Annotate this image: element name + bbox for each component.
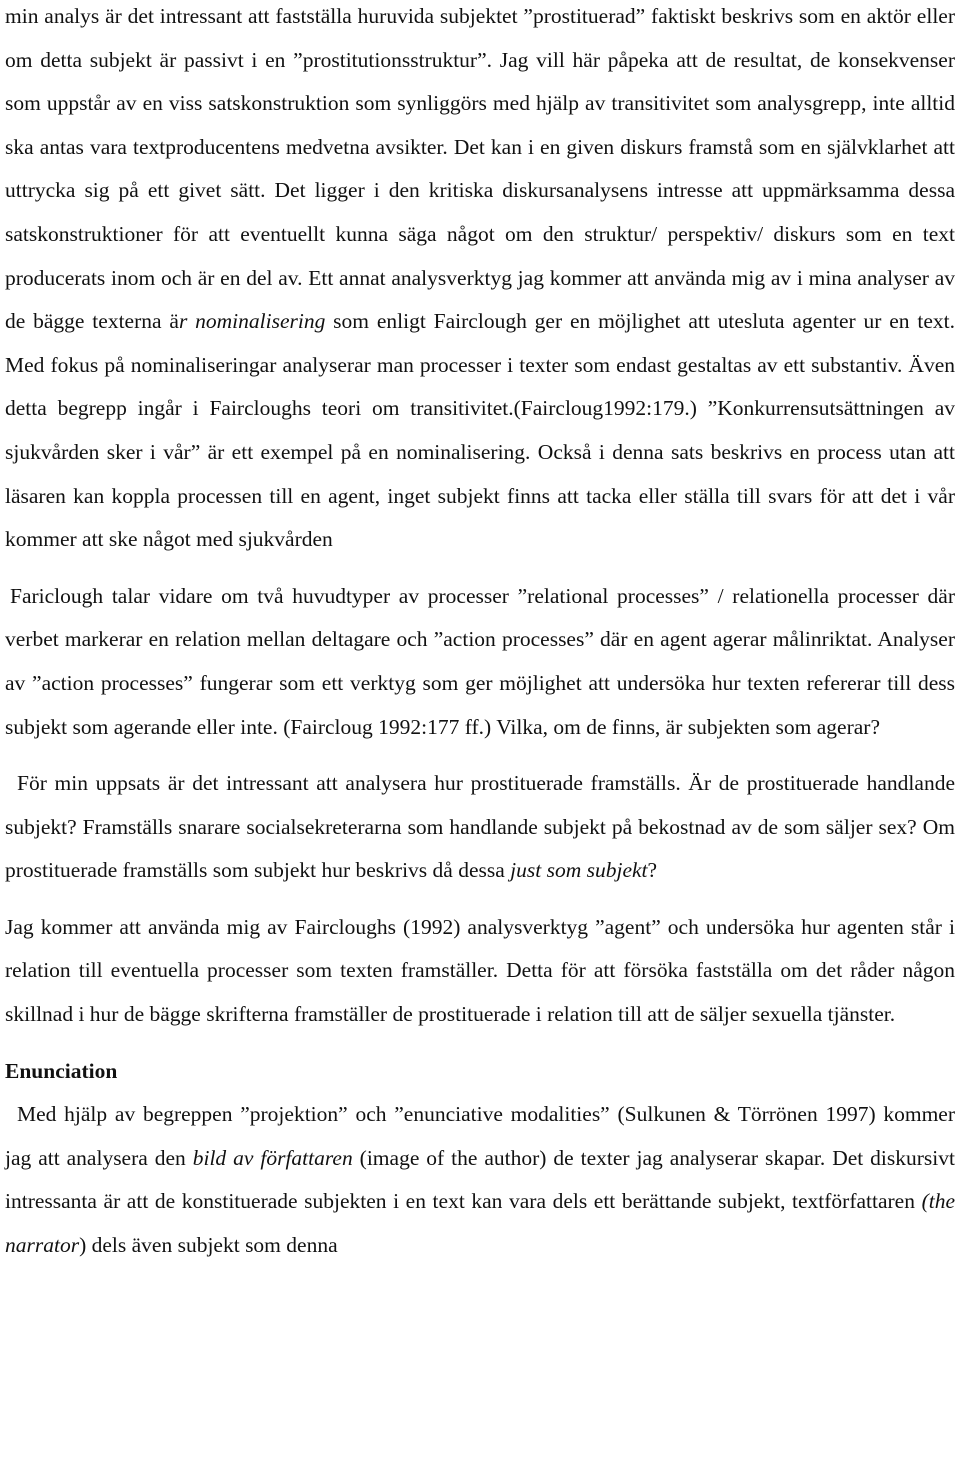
paragraph-processes (5, 575, 955, 749)
paragraph-text: ) dels även subjekt som denna (79, 1233, 338, 1258)
paragraph-text: Fariclough talar vidare om två huvudtyper av processer ”relational processes” / relationella processer där verbet markerar en relation mellan deltagare och ”action processes” där en agent agerar målinriktat. Analyser av ”action processes” fungerar som ett verktyg som ger möjlighet att undersöka hur texten refererar till dess subjekt som agerande eller inte. (Faircloug 1992:177 ff.) Vilka, om de finns, är subjekten som agerar? (5, 583, 955, 739)
emphasis-text: (the narrator (5, 1189, 955, 1258)
section-heading: Enunciation (5, 1058, 118, 1083)
paragraph-text: ? (647, 858, 658, 883)
paragraph-enunciation (5, 1093, 955, 1267)
paragraph-text: För min uppsats är det intressant att analysera hur prostituerade framställs. Är de prostituerade handlande subjekt? Framställs snarare socialsekreterarna som handlande subjekt på bekostnad av de som säljer sex? Om prostituerade framställs som subjekt hur beskrivs då dessa (5, 771, 955, 883)
paragraph-text: (image of the author) de texter jag analyserar skapar. Det diskursivt intressanta är att de konstituerade subjekten i en text kan vara dels ett berättande subjekt, textförfattaren (5, 1145, 955, 1214)
document-page (5, 0, 955, 1268)
paragraph-text: som enligt Fairclough ger en möjlighet att utesluta agenter ur en text. Med fokus på nominaliseringar analyserar man processer i texter som endast gestaltas av ett substantiv. Även detta begrepp ingår i Faircloughs teori om transitivitet.(Faircloug1992:179.) ”Konkurrensutsättningen av sjukvården sker i vår” är ett exempel på en nominalisering. Också i denna sats beskrivs en process utan att läsaren kan koppla processen till en agent, inget subjekt finns att tacka eller ställa till svars för att det i vår kommer att ske något med sjukvården (5, 309, 955, 552)
paragraph-text: Med hjälp av begreppen ”projektion” och ”enunciative modalities” (Sulkunen & Törrönen 1997) kommer jag att analysera den (5, 1102, 955, 1170)
emphasis-text: bild av författaren (192, 1145, 353, 1170)
emphasis-text: r nominalisering (178, 309, 326, 334)
paragraph-transitivity (5, 0, 955, 562)
paragraph-prostituerade (5, 762, 955, 893)
paragraph-text: min analys är det intressant att fastställa huruvida subjektet ”prostituerad” faktiskt beskrivs som en aktör eller om detta subjekt är passivt i en ”prostitutionsstruktur”. Jag vill här påpeka att de resultat, de konsekvenser som uppstår av en viss satskonstruktion som synliggörs med hjälp av transitivitet som analysgrepp, inte alltid ska antas vara textproducentens medvetna avsikter. Det kan i en given diskurs framstå som en självklarhet att uttrycka sig på ett givet sätt. Det ligger i den kritiska diskursanalysens intresse att uppmärksamma dessa satskonstruktioner för att eventuellt kunna säga något om den struktur/ perspektiv/ diskurs som en text producerats inom och är en del av. Ett annat analysverktyg jag kommer att använda mig av i mina analyser av de bägge texterna ä (5, 4, 955, 334)
paragraph-text: Jag kommer att använda mig av Faircloughs (1992) analysverktyg ”agent” och undersöka hur agenten står i relation till eventuella processer som texten framställer. Detta för att försöka fastställa om det råder någon skillnad i hur de bägge skrifterna framställer de prostituerade i relation till att de säljer sexuella tjänster. (5, 914, 955, 1027)
emphasis-text: just som subjekt (510, 858, 648, 883)
paragraph-agent (5, 906, 955, 1037)
